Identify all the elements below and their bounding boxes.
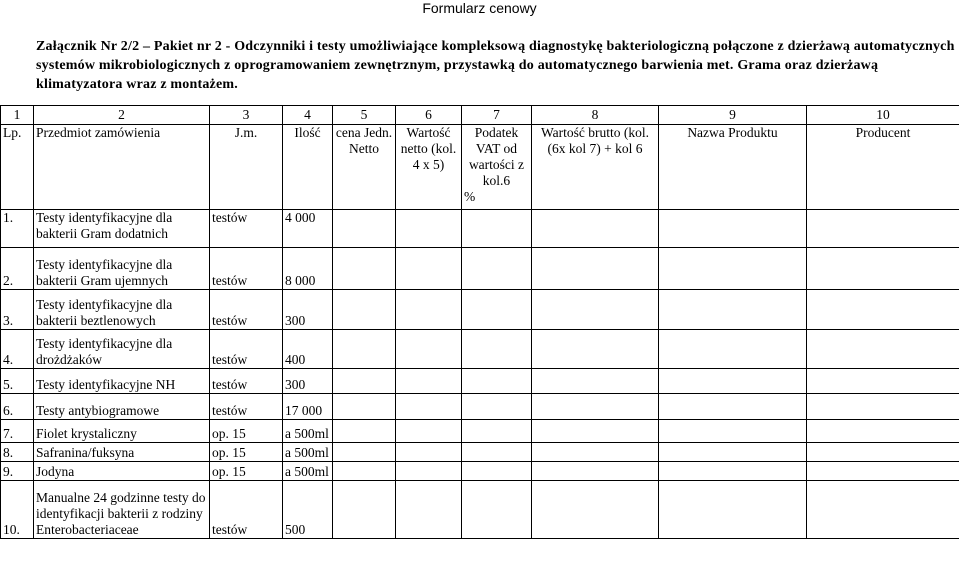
empty-cell	[532, 330, 659, 369]
empty-cell	[807, 462, 959, 481]
row-qty: 300	[283, 290, 333, 330]
column-number: 6	[396, 106, 462, 125]
empty-cell	[396, 369, 462, 394]
empty-cell	[659, 330, 807, 369]
row-lp: 10.	[1, 481, 34, 539]
empty-cell	[532, 248, 659, 290]
empty-cell	[807, 443, 959, 462]
row-qty: a 500ml	[283, 462, 333, 481]
row-unit: testów	[210, 210, 283, 248]
empty-cell	[807, 394, 959, 420]
row-lp: 1.	[1, 210, 34, 248]
empty-cell	[396, 443, 462, 462]
row-item: Testy antybiogramowe	[34, 394, 210, 420]
column-number: 9	[659, 106, 807, 125]
empty-cell	[807, 420, 959, 443]
column-number-row	[1, 106, 959, 125]
empty-cell	[396, 210, 462, 248]
column-number: 2	[34, 106, 210, 125]
empty-cell	[462, 394, 532, 420]
empty-cell	[659, 443, 807, 462]
row-unit: op. 15	[210, 462, 283, 481]
row-qty: 17 000	[283, 394, 333, 420]
empty-cell	[659, 462, 807, 481]
row-lp: 3.	[1, 290, 34, 330]
header-vat-percent: %	[464, 189, 476, 204]
empty-cell	[333, 330, 396, 369]
row-item: Testy identyfikacyjne dla bakterii Gram dodatnich	[34, 210, 210, 248]
empty-cell	[333, 248, 396, 290]
empty-cell	[333, 210, 396, 248]
header-unit-price: cena Jedn. Netto	[333, 125, 396, 210]
empty-cell	[396, 481, 462, 539]
column-number: 5	[333, 106, 396, 125]
row-lp: 9.	[1, 462, 34, 481]
table-row	[1, 369, 959, 394]
row-qty: 4 000	[283, 210, 333, 248]
empty-cell	[333, 290, 396, 330]
row-qty: 8 000	[283, 248, 333, 290]
annex-description: Załącznik Nr 2/2 – Pakiet nr 2 - Odczynniki i testy umożliwiające kompleksową diagnostykę bakteriologiczną połączone z dzierżawą automatycznych systemów mikrobiologicznych z oprogramowaniem zewnętrznym, przystawką do automatycznego barwienia met. Grama oraz dzierżawą klimatyzatora wraz z montażem.	[36, 39, 955, 92]
empty-cell	[396, 290, 462, 330]
empty-cell	[532, 443, 659, 462]
column-number: 8	[532, 106, 659, 125]
row-lp: 7.	[1, 420, 34, 443]
row-qty: a 500ml	[283, 443, 333, 462]
header-vat-label: Podatek VAT od wartości z kol.6	[468, 125, 525, 188]
row-unit: op. 15	[210, 443, 283, 462]
row-item: Fiolet krystaliczny	[34, 420, 210, 443]
price-form-table	[0, 105, 959, 539]
empty-cell	[807, 369, 959, 394]
empty-cell	[659, 394, 807, 420]
row-item: Testy identyfikacyjne dla drożdżaków	[34, 330, 210, 369]
column-number: 4	[283, 106, 333, 125]
empty-cell	[807, 330, 959, 369]
table-row	[1, 248, 959, 290]
row-lp: 4.	[1, 330, 34, 369]
table-row	[1, 330, 959, 369]
empty-cell	[462, 369, 532, 394]
row-lp: 8.	[1, 443, 34, 462]
row-qty: 500	[283, 481, 333, 539]
header-unit: J.m.	[210, 125, 283, 210]
row-unit: testów	[210, 248, 283, 290]
row-item: Safranina/fuksyna	[34, 443, 210, 462]
empty-cell	[462, 420, 532, 443]
empty-cell	[396, 394, 462, 420]
header-vat	[462, 125, 532, 210]
table-row	[1, 481, 959, 539]
empty-cell	[807, 210, 959, 248]
empty-cell	[532, 462, 659, 481]
empty-cell	[333, 462, 396, 481]
row-qty: 400	[283, 330, 333, 369]
empty-cell	[532, 481, 659, 539]
empty-cell	[396, 248, 462, 290]
row-lp: 2.	[1, 248, 34, 290]
empty-cell	[807, 248, 959, 290]
empty-cell	[396, 462, 462, 481]
header-qty: Ilość	[283, 125, 333, 210]
row-item: Testy identyfikacyjne dla bakterii Gram ujemnych	[34, 248, 210, 290]
empty-cell	[333, 420, 396, 443]
empty-cell	[659, 369, 807, 394]
empty-cell	[659, 248, 807, 290]
row-lp: 6.	[1, 394, 34, 420]
table-row	[1, 290, 959, 330]
row-unit: testów	[210, 330, 283, 369]
empty-cell	[659, 210, 807, 248]
row-item: Testy identyfikacyjne dla bakterii beztlenowych	[34, 290, 210, 330]
empty-cell	[532, 290, 659, 330]
row-qty: 300	[283, 369, 333, 394]
empty-cell	[462, 462, 532, 481]
header-row	[1, 125, 959, 210]
empty-cell	[659, 420, 807, 443]
form-title: Formularz cenowy	[422, 0, 537, 16]
empty-cell	[462, 481, 532, 539]
empty-cell	[462, 443, 532, 462]
column-number: 1	[1, 106, 34, 125]
empty-cell	[532, 210, 659, 248]
table-row	[1, 462, 959, 481]
header-item: Przedmiot zamówienia	[34, 125, 210, 210]
empty-cell	[532, 394, 659, 420]
row-unit: testów	[210, 369, 283, 394]
header-lp: Lp.	[1, 125, 34, 210]
header-net-value: Wartość netto (kol. 4 x 5)	[396, 125, 462, 210]
empty-cell	[659, 290, 807, 330]
table-row	[1, 394, 959, 420]
table-row	[1, 420, 959, 443]
empty-cell	[333, 481, 396, 539]
row-unit: op. 15	[210, 420, 283, 443]
column-number: 7	[462, 106, 532, 125]
row-item: Manualne 24 godzinne testy do identyfikacji bakterii z rodziny Enterobacteriaceae	[34, 481, 210, 539]
empty-cell	[396, 330, 462, 369]
column-number: 3	[210, 106, 283, 125]
empty-cell	[333, 443, 396, 462]
row-unit: testów	[210, 290, 283, 330]
empty-cell	[659, 481, 807, 539]
empty-cell	[396, 420, 462, 443]
row-item: Testy identyfikacyjne NH	[34, 369, 210, 394]
empty-cell	[462, 290, 532, 330]
table-row	[1, 210, 959, 248]
row-lp: 5.	[1, 369, 34, 394]
empty-cell	[333, 394, 396, 420]
row-unit: testów	[210, 394, 283, 420]
header-producer: Producent	[807, 125, 959, 210]
empty-cell	[532, 420, 659, 443]
header-product-name: Nazwa Produktu	[659, 125, 807, 210]
header-gross-value: Wartość brutto (kol. (6x kol 7) + kol 6	[532, 125, 659, 210]
empty-cell	[807, 290, 959, 330]
column-number: 10	[807, 106, 959, 125]
empty-cell	[462, 248, 532, 290]
row-qty: a 500ml	[283, 420, 333, 443]
row-unit: testów	[210, 481, 283, 539]
empty-cell	[462, 210, 532, 248]
empty-cell	[462, 330, 532, 369]
table-row	[1, 443, 959, 462]
empty-cell	[532, 369, 659, 394]
empty-cell	[807, 481, 959, 539]
row-item: Jodyna	[34, 462, 210, 481]
empty-cell	[333, 369, 396, 394]
